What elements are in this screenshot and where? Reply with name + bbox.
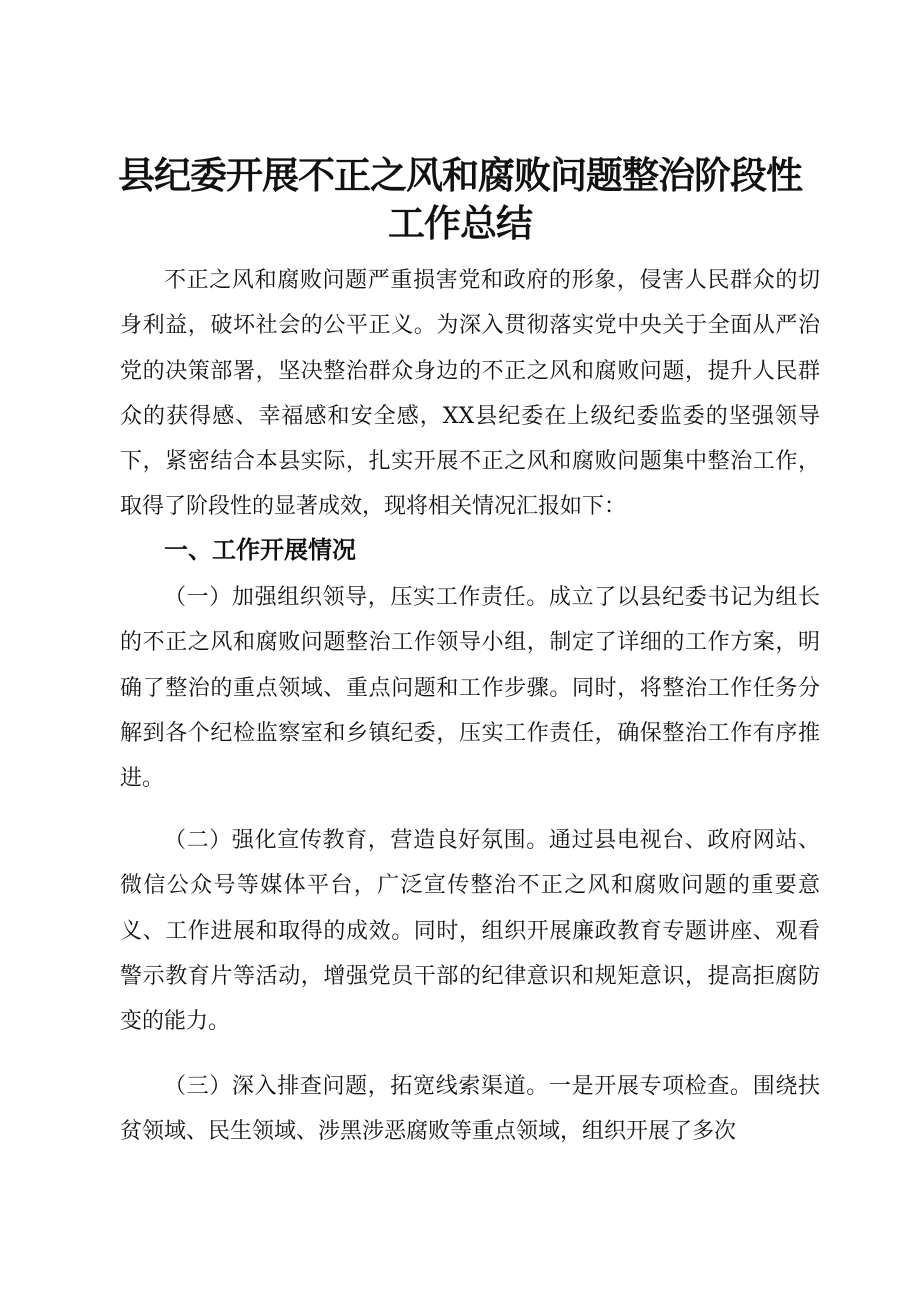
paragraph-organization: （一）加强组织领导，压实工作责任。成立了以县纪委书记为组长的不正之风和腐败问题整治工作领导小组，制定了详细的工作方案，明确了整治的重点领域、重点问题和工作步骤。同时，将整治工作任务分解到各个纪检监察室和乡镇纪委，压实工作责任，确保整治工作有序推进。 [120,585,820,792]
paragraph-publicity: （二）强化宣传教育，营造良好氛围。通过县电视台、政府网站、微信公众号等媒体平台，广泛宣传整治不正之风和腐败问题的重要意义、工作进展和取得的成效。同时，组织开展廉政教育专题讲座、观看警示教育片等活动，增强党员干部的纪律意识和规矩意识，提高拒腐防变的能力。 [120,828,820,1035]
paragraph-investigation: （三）深入排查问题，拓宽线索渠道。一是开展专项检查。围绕扶贫领域、民生领域、涉黑涉恶腐败等重点领域，组织开展了多次 [120,1074,820,1145]
section-heading: 一、工作开展情况 [164,536,356,564]
document-title: 县纪委开展不正之风和腐败问题整治阶段性工作总结 [118,154,802,245]
intro-paragraph: 不正之风和腐败问题严重损害党和政府的形象，侵害人民群众的切身利益，破坏社会的公平正义。为深入贯彻落实党中央关于全面从严治党的决策部署，坚决整治群众身边的不正之风和腐败问题，提升人民群众的获得感、幸福感和安全感，XX县纪委在上级纪委监委的坚强领导下，紧密结合本县实际，扎实开展不正之风和腐败问题集中整治工作，取得了阶段性的显著成效，现将相关情况汇报如下： [120,268,820,520]
